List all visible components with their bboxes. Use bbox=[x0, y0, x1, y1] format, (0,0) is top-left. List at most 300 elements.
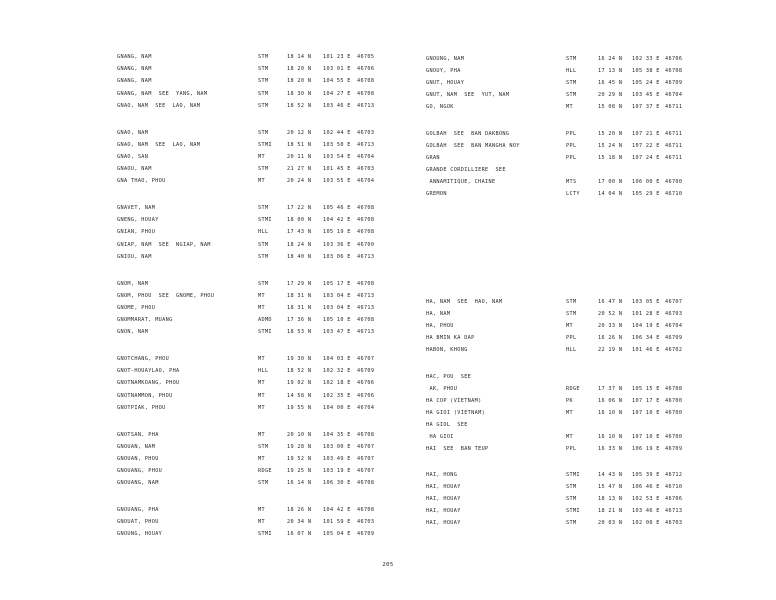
entry-longitude: 104 03 E bbox=[323, 356, 351, 362]
entry-latitude: 16 45 N bbox=[598, 80, 623, 86]
entry-type: HLL bbox=[258, 368, 269, 375]
entry-longitude: 107 22 E bbox=[632, 142, 660, 149]
entry-latitude: 19 52 N bbox=[287, 455, 312, 462]
entry-latitude: 14 43 N bbox=[598, 472, 623, 478]
entry-longitude: 104 27 E bbox=[323, 90, 351, 97]
entry-map-code: 46713 bbox=[665, 508, 683, 514]
entry-name: GNOUANG, NAM bbox=[117, 480, 159, 487]
entry-type: STM bbox=[258, 166, 269, 173]
entry-map-code: 46708 bbox=[357, 431, 375, 438]
entry-longitude: 104 19 E bbox=[632, 323, 660, 329]
entry-latitude: 18 52 N bbox=[287, 368, 312, 375]
entry-name: GNOUAN, NAM bbox=[117, 443, 156, 450]
entry-latitude: 17 29 N bbox=[287, 280, 312, 287]
entry-map-code: 46709 bbox=[665, 335, 683, 341]
entry-type: PPL bbox=[566, 445, 577, 452]
entry-type: STMI bbox=[566, 472, 580, 478]
entry-map-code: 46703 bbox=[357, 519, 375, 526]
entry-latitude: 15 20 N bbox=[598, 130, 623, 137]
entry-map-code: 46702 bbox=[665, 347, 683, 353]
entry-name: GNOMMARAT, MUANG bbox=[117, 317, 173, 324]
gazetteer-entry bbox=[0, 482, 776, 492]
entry-type: STM bbox=[258, 280, 269, 287]
entry-map-code: 46708 bbox=[357, 217, 375, 224]
entry-name: GNOME, PHOU bbox=[117, 304, 156, 311]
entry-name: HAI SEE BAN TEUP bbox=[426, 445, 489, 452]
entry-type: MT bbox=[258, 404, 265, 411]
page-number: 205 bbox=[382, 562, 394, 568]
entry-map-code: 46709 bbox=[357, 368, 375, 375]
entry-longitude: 103 50 E bbox=[323, 141, 351, 148]
entry-name: GNAO, NAM bbox=[117, 129, 149, 136]
entry-type: STM bbox=[566, 484, 577, 490]
entry-longitude: 101 46 E bbox=[632, 347, 660, 353]
entry-latitude: 20 11 N bbox=[287, 153, 312, 160]
entry-latitude: 18 20 N bbox=[287, 66, 312, 73]
entry-map-code: 46709 bbox=[665, 445, 683, 452]
entry-type: PK bbox=[566, 397, 573, 404]
entry-name: GNA THAO, PHOU bbox=[117, 178, 166, 185]
entry-map-code: 46700 bbox=[665, 178, 683, 185]
entry-latitude: 16 06 N bbox=[598, 397, 623, 404]
entry-map-code: 46704 bbox=[665, 323, 683, 329]
entry-type: STM bbox=[258, 90, 269, 97]
entry-map-code: 46708 bbox=[665, 385, 683, 392]
entry-name: GNOUANG, PHOU bbox=[117, 468, 163, 475]
entry-latitude: 16 47 N bbox=[598, 299, 623, 305]
entry-map-code: 46707 bbox=[665, 299, 683, 305]
entry-longitude: 103 36 E bbox=[323, 241, 351, 248]
entry-longitude: 101 45 E bbox=[323, 166, 351, 173]
entry-name: HAI, HOUAY bbox=[426, 508, 461, 514]
entry-name: GNON, NAM bbox=[117, 329, 149, 336]
entry-name: GO, NGOK bbox=[426, 104, 454, 110]
gazetteer-entry bbox=[0, 102, 776, 112]
entry-name: GNANG, NAM bbox=[117, 54, 152, 60]
entry-longitude: 103 55 E bbox=[323, 178, 351, 185]
entry-map-code: 46706 bbox=[357, 392, 375, 399]
entry-longitude: 105 15 E bbox=[632, 385, 660, 392]
entry-latitude: 15 24 N bbox=[598, 142, 623, 149]
gazetteer-entry bbox=[0, 177, 776, 187]
entry-type: PPL bbox=[566, 142, 577, 149]
entry-name: HAI, HOUAY bbox=[426, 496, 461, 502]
entry-map-code: 46713 bbox=[357, 253, 375, 260]
entry-latitude: 20 03 N bbox=[598, 520, 623, 526]
entry-longitude: 107 24 E bbox=[632, 154, 660, 161]
entry-longitude: 102 18 E bbox=[323, 380, 351, 387]
entry-longitude: 103 01 E bbox=[323, 66, 351, 73]
entry-latitude: 18 00 N bbox=[287, 217, 312, 224]
entry-name: HAC, POU SEE bbox=[426, 373, 472, 380]
entry-type: MT bbox=[566, 323, 573, 329]
entry-name: GNOTCHANG, PHOU bbox=[117, 356, 170, 362]
gazetteer-entry bbox=[0, 66, 776, 76]
entry-latitude: 18 40 N bbox=[287, 253, 312, 260]
entry-map-code: 46700 bbox=[665, 397, 683, 404]
entry-name: GNOTNAMMON, PHOU bbox=[117, 392, 173, 399]
entry-name: GNUT, HOUAY bbox=[426, 80, 465, 86]
entry-type: STM bbox=[258, 443, 269, 450]
entry-longitude: 102 32 E bbox=[323, 368, 351, 375]
entry-longitude: 107 37 E bbox=[632, 104, 660, 110]
entry-type: STM bbox=[258, 253, 269, 260]
entry-latitude: 19 30 N bbox=[287, 356, 312, 362]
entry-map-code: 46707 bbox=[357, 455, 375, 462]
entry-latitude: 20 29 N bbox=[598, 92, 623, 98]
entry-longitude: 102 33 E bbox=[632, 56, 660, 62]
entry-name: GNANG, NAM bbox=[117, 66, 152, 73]
entry-name: GOLBAH SEE BAN DAKBONG bbox=[426, 130, 510, 137]
entry-map-code: 46708 bbox=[357, 78, 375, 85]
entry-name: GNANG, NAM SEE YANG, NAM bbox=[117, 90, 208, 97]
entry-map-code: 46711 bbox=[665, 154, 683, 161]
entry-map-code: 46713 bbox=[357, 102, 375, 109]
entry-map-code: 46703 bbox=[357, 166, 375, 173]
entry-latitude: 18 30 N bbox=[287, 90, 312, 97]
entry-map-code: 46711 bbox=[665, 104, 683, 110]
entry-map-code: 46708 bbox=[665, 68, 683, 74]
gazetteer-entry bbox=[0, 345, 776, 355]
entry-type: MT bbox=[258, 431, 265, 438]
entry-longitude: 105 39 E bbox=[632, 472, 660, 478]
entry-type: STM bbox=[566, 299, 577, 305]
entry-type: LCTY bbox=[566, 190, 580, 197]
entry-latitude: 16 26 N bbox=[598, 335, 623, 341]
entry-name: GNOTPIAK, PHOU bbox=[117, 404, 166, 411]
entry-map-code: 46707 bbox=[357, 356, 375, 362]
entry-name: GNOUAT, PHOU bbox=[117, 519, 159, 526]
entry-map-code: 46709 bbox=[665, 80, 683, 86]
entry-type: PPL bbox=[566, 154, 577, 161]
gazetteer-entry bbox=[0, 165, 776, 175]
entry-name: GNOUAN, PHOU bbox=[117, 455, 159, 462]
gazetteer-entry bbox=[0, 506, 776, 516]
entry-map-code: 46707 bbox=[357, 443, 375, 450]
entry-latitude: 15 47 N bbox=[598, 484, 623, 490]
entry-name: GREMON bbox=[426, 190, 447, 197]
entry-type: STM bbox=[258, 205, 269, 211]
entry-latitude: 16 10 N bbox=[598, 433, 623, 440]
entry-longitude: 103 46 E bbox=[632, 508, 660, 514]
entry-longitude: 107 21 E bbox=[632, 130, 660, 137]
entry-latitude: 20 34 N bbox=[287, 519, 312, 526]
entry-type: HLL bbox=[258, 229, 269, 236]
entry-name: HA GIOL SEE bbox=[426, 421, 468, 428]
entry-type: STM bbox=[258, 78, 269, 85]
entry-longitude: 107 10 E bbox=[632, 409, 660, 416]
entry-latitude: 20 12 N bbox=[287, 129, 312, 136]
entry-longitude: 105 38 E bbox=[632, 68, 660, 74]
entry-latitude: 18 53 N bbox=[287, 329, 312, 336]
entry-latitude: 20 33 N bbox=[598, 323, 623, 329]
entry-map-code: 46713 bbox=[357, 292, 375, 299]
entry-latitude: 19 28 N bbox=[287, 443, 312, 450]
entry-longitude: 102 00 E bbox=[632, 520, 660, 526]
entry-longitude: 105 04 E bbox=[323, 531, 351, 538]
entry-type: MT bbox=[258, 178, 265, 185]
entry-latitude: 20 52 N bbox=[598, 311, 623, 317]
entry-type: MT bbox=[258, 380, 265, 387]
entry-longitude: 106 34 E bbox=[632, 335, 660, 341]
entry-map-code: 46709 bbox=[357, 531, 375, 538]
entry-type: STMI bbox=[258, 531, 272, 538]
entry-map-code: 46700 bbox=[357, 241, 375, 248]
entry-map-code: 46713 bbox=[357, 304, 375, 311]
entry-type: STM bbox=[566, 56, 577, 62]
entry-map-code: 46708 bbox=[357, 229, 375, 236]
entry-latitude: 16 24 N bbox=[598, 56, 623, 62]
entry-longitude: 103 05 E bbox=[632, 299, 660, 305]
entry-latitude: 21 27 N bbox=[287, 166, 312, 173]
entry-name: HA, NAM bbox=[426, 311, 451, 317]
gazetteer-entry bbox=[0, 189, 776, 199]
entry-name: HA GIOI bbox=[426, 433, 454, 440]
entry-type: MT bbox=[258, 455, 265, 462]
entry-type: RDGE bbox=[566, 385, 580, 392]
entry-longitude: 105 24 E bbox=[632, 80, 660, 86]
entry-latitude: 17 37 N bbox=[598, 385, 623, 392]
gazetteer-entry bbox=[0, 333, 776, 343]
entry-longitude: 103 45 E bbox=[632, 92, 660, 98]
entry-map-code: 46706 bbox=[357, 66, 375, 73]
entry-type: ADMD bbox=[258, 317, 272, 324]
entry-longitude: 101 28 E bbox=[632, 311, 660, 317]
entry-map-code: 46711 bbox=[665, 142, 683, 149]
entry-longitude: 104 55 E bbox=[323, 78, 351, 85]
entry-name: GNANG, NAM bbox=[117, 78, 152, 85]
entry-name: GNOUNG, HOUAY bbox=[117, 531, 163, 538]
entry-name: GNIAN, PHOU bbox=[117, 229, 156, 236]
entry-name: GNAO, NAM SEE LAO, NAM bbox=[117, 141, 201, 148]
entry-name: HA, NAM SEE HAO, NAM bbox=[426, 299, 503, 305]
entry-type: STM bbox=[258, 66, 269, 73]
entry-map-code: 46710 bbox=[665, 190, 683, 197]
entry-longitude: 105 29 E bbox=[632, 190, 660, 197]
entry-longitude: 104 35 E bbox=[323, 431, 351, 438]
entry-name: GNIAP, NAM SEE NGIAP, NAM bbox=[117, 241, 211, 248]
entry-type: PPL bbox=[566, 130, 577, 137]
gazetteer-entry bbox=[0, 153, 776, 163]
entry-type: STMI bbox=[258, 217, 272, 224]
entry-latitude: 19 02 N bbox=[287, 380, 312, 387]
entry-type: MTS bbox=[566, 178, 577, 185]
entry-latitude: 17 36 N bbox=[287, 317, 312, 324]
entry-map-code: 46706 bbox=[665, 496, 683, 502]
entry-name: GNOTNAMKOANG, PHOU bbox=[117, 380, 180, 387]
entry-latitude: 18 21 N bbox=[598, 508, 623, 514]
entry-longitude: 105 46 E bbox=[323, 205, 351, 211]
entry-type: STM bbox=[566, 520, 577, 526]
entry-longitude: 105 17 E bbox=[323, 280, 351, 287]
entry-latitude: 18 51 N bbox=[287, 141, 312, 148]
entry-map-code: 46713 bbox=[357, 141, 375, 148]
entry-map-code: 46708 bbox=[357, 317, 375, 324]
entry-type: MT bbox=[258, 519, 265, 526]
entry-latitude: 17 13 N bbox=[598, 68, 623, 74]
entry-longitude: 105 10 E bbox=[323, 317, 351, 324]
entry-name: GNOUANG, PHA bbox=[117, 507, 159, 513]
entry-map-code: 46703 bbox=[665, 520, 683, 526]
entry-map-code: 46703 bbox=[357, 129, 375, 136]
entry-longitude: 103 47 E bbox=[323, 329, 351, 336]
entry-latitude: 15 08 N bbox=[598, 104, 623, 110]
gazetteer-entry bbox=[0, 384, 776, 394]
entry-longitude: 104 00 E bbox=[323, 404, 351, 411]
entry-map-code: 46706 bbox=[665, 56, 683, 62]
entry-latitude: 20 24 N bbox=[287, 178, 312, 185]
entry-name: GNAO, NAM SEE LAO, NAM bbox=[117, 102, 201, 109]
entry-longitude: 103 06 E bbox=[323, 253, 351, 260]
entry-name: HABON, KHONG bbox=[426, 347, 468, 353]
entry-type: STM bbox=[566, 311, 577, 317]
entry-latitude: 19 25 N bbox=[287, 468, 312, 475]
entry-type: STMI bbox=[258, 329, 272, 336]
gazetteer-entry bbox=[0, 90, 776, 100]
entry-map-code: 46705 bbox=[357, 54, 375, 60]
entry-name: HA, PHOU bbox=[426, 323, 454, 329]
entry-type: HLL bbox=[566, 68, 577, 74]
entry-type: STMI bbox=[566, 508, 580, 514]
entry-name: GNOM, NAM bbox=[117, 280, 149, 287]
entry-latitude: 19 55 N bbox=[287, 404, 312, 411]
entry-type: MT bbox=[258, 392, 265, 399]
entry-latitude: 18 24 N bbox=[287, 241, 312, 248]
entry-latitude: 17 00 N bbox=[598, 178, 623, 185]
entry-longitude: 101 23 E bbox=[323, 54, 351, 60]
entry-map-code: 46704 bbox=[357, 404, 375, 411]
entry-name: HA GIOI (VIETNAM) bbox=[426, 409, 486, 416]
entry-name: HA COP (VIETNAM) bbox=[426, 397, 482, 404]
entry-type: MT bbox=[566, 409, 573, 416]
entry-longitude: 105 19 E bbox=[323, 229, 351, 236]
entry-latitude: 15 18 N bbox=[598, 154, 623, 161]
entry-latitude: 17 43 N bbox=[287, 229, 312, 236]
entry-longitude: 106 00 E bbox=[632, 178, 660, 185]
entry-longitude: 106 19 E bbox=[632, 445, 660, 452]
entry-map-code: 46708 bbox=[357, 280, 375, 287]
gazetteer-entry bbox=[0, 141, 776, 151]
gazetteer-entry bbox=[0, 309, 776, 319]
entry-longitude: 102 35 E bbox=[323, 392, 351, 399]
entry-name: GNOUNG, NAM bbox=[426, 56, 465, 62]
gazetteer-entry bbox=[0, 396, 776, 406]
gazetteer-entry bbox=[0, 54, 776, 64]
entry-name: GNAO, SAN bbox=[117, 153, 149, 160]
entry-name: GNUT, NAM SEE YUT, NAM bbox=[426, 92, 510, 98]
entry-name: HAI, HOUAY bbox=[426, 520, 461, 526]
entry-latitude: 16 07 N bbox=[287, 531, 312, 538]
entry-type: MT bbox=[258, 153, 265, 160]
entry-longitude: 107 17 E bbox=[632, 397, 660, 404]
entry-latitude: 17 22 N bbox=[287, 205, 312, 211]
entry-map-code: 46713 bbox=[357, 329, 375, 336]
entry-name: GRAN bbox=[426, 154, 440, 161]
entry-type: PPL bbox=[566, 335, 577, 341]
entry-map-code: 46708 bbox=[357, 480, 375, 487]
entry-longitude: 106 30 E bbox=[323, 480, 351, 487]
gazetteer-entry bbox=[0, 78, 776, 88]
entry-latitude: 16 33 N bbox=[598, 445, 623, 452]
entry-map-code: 46706 bbox=[357, 380, 375, 387]
gazetteer-entry bbox=[0, 432, 776, 442]
entry-type: STM bbox=[258, 241, 269, 248]
entry-map-code: 46708 bbox=[357, 205, 375, 211]
entry-latitude: 18 13 N bbox=[598, 496, 623, 502]
entry-type: STMI bbox=[258, 141, 272, 148]
entry-latitude: 18 52 N bbox=[287, 102, 312, 109]
entry-longitude: 102 44 E bbox=[323, 129, 351, 136]
entry-map-code: 46704 bbox=[357, 153, 375, 160]
entry-type: MT bbox=[258, 304, 265, 311]
entry-type: MT bbox=[258, 292, 265, 299]
gazetteer-entry bbox=[0, 470, 776, 480]
entry-map-code: 46703 bbox=[665, 311, 683, 317]
entry-type: STM bbox=[258, 102, 269, 109]
entry-latitude: 16 10 N bbox=[598, 409, 623, 416]
entry-type: RDGE bbox=[258, 468, 272, 475]
entry-map-code: 46708 bbox=[357, 90, 375, 97]
entry-latitude: 18 26 N bbox=[287, 507, 312, 513]
entry-type: STM bbox=[258, 54, 269, 60]
entry-longitude: 103 54 E bbox=[323, 153, 351, 160]
entry-map-code: 46710 bbox=[665, 484, 683, 490]
entry-latitude: 16 14 N bbox=[287, 480, 312, 487]
gazetteer-entry bbox=[0, 129, 776, 139]
entry-longitude: 104 42 E bbox=[323, 217, 351, 224]
entry-name: GNOM, PHOU SEE GNOME, PHOU bbox=[117, 292, 215, 299]
gazetteer-entry bbox=[0, 297, 776, 307]
entry-name: AK, PHOU bbox=[426, 385, 458, 392]
entry-map-code: 46700 bbox=[665, 409, 683, 416]
gazetteer-entry bbox=[0, 372, 776, 382]
entry-longitude: 106 46 E bbox=[632, 484, 660, 490]
gazetteer-entry bbox=[0, 444, 776, 454]
entry-name: GRANDE CORDILLIERE SEE bbox=[426, 166, 506, 173]
entry-map-code: 46712 bbox=[665, 472, 683, 478]
entry-map-code: 46711 bbox=[665, 130, 683, 137]
entry-type: MT bbox=[566, 104, 573, 110]
entry-name: GNENG, HOUAY bbox=[117, 217, 159, 224]
entry-longitude: 103 00 E bbox=[323, 443, 351, 450]
entry-name: HA BMIN KA DAP bbox=[426, 335, 475, 341]
gazetteer-entry bbox=[0, 494, 776, 504]
entry-longitude: 101 59 E bbox=[323, 519, 351, 526]
entry-type: STM bbox=[566, 80, 577, 86]
entry-longitude: 103 49 E bbox=[323, 455, 351, 462]
entry-type: MT bbox=[258, 507, 265, 513]
entry-latitude: 18 31 N bbox=[287, 304, 312, 311]
entry-name: HAI, HOUAY bbox=[426, 484, 461, 490]
entry-longitude: 103 04 E bbox=[323, 292, 351, 299]
entry-longitude: 103 04 E bbox=[323, 304, 351, 311]
entry-map-code: 46704 bbox=[357, 178, 375, 185]
entry-longitude: 103 46 E bbox=[323, 102, 351, 109]
entry-type: HLL bbox=[566, 347, 577, 353]
entry-name: GOLBAH SEE BAN MANGHA NOY bbox=[426, 142, 520, 149]
entry-name: GNAVET, NAM bbox=[117, 205, 156, 211]
gazetteer-entry bbox=[0, 420, 776, 430]
entry-type: STM bbox=[258, 480, 269, 487]
entry-latitude: 20 10 N bbox=[287, 431, 312, 438]
entry-latitude: 18 31 N bbox=[287, 292, 312, 299]
entry-longitude: 103 19 E bbox=[323, 468, 351, 475]
entry-latitude: 14 04 N bbox=[598, 190, 623, 197]
entry-longitude: 104 42 E bbox=[323, 507, 351, 513]
gazetteer-entry bbox=[0, 408, 776, 418]
entry-name: GNIOU, NAM bbox=[117, 253, 152, 260]
gazetteer-entry bbox=[0, 321, 776, 331]
